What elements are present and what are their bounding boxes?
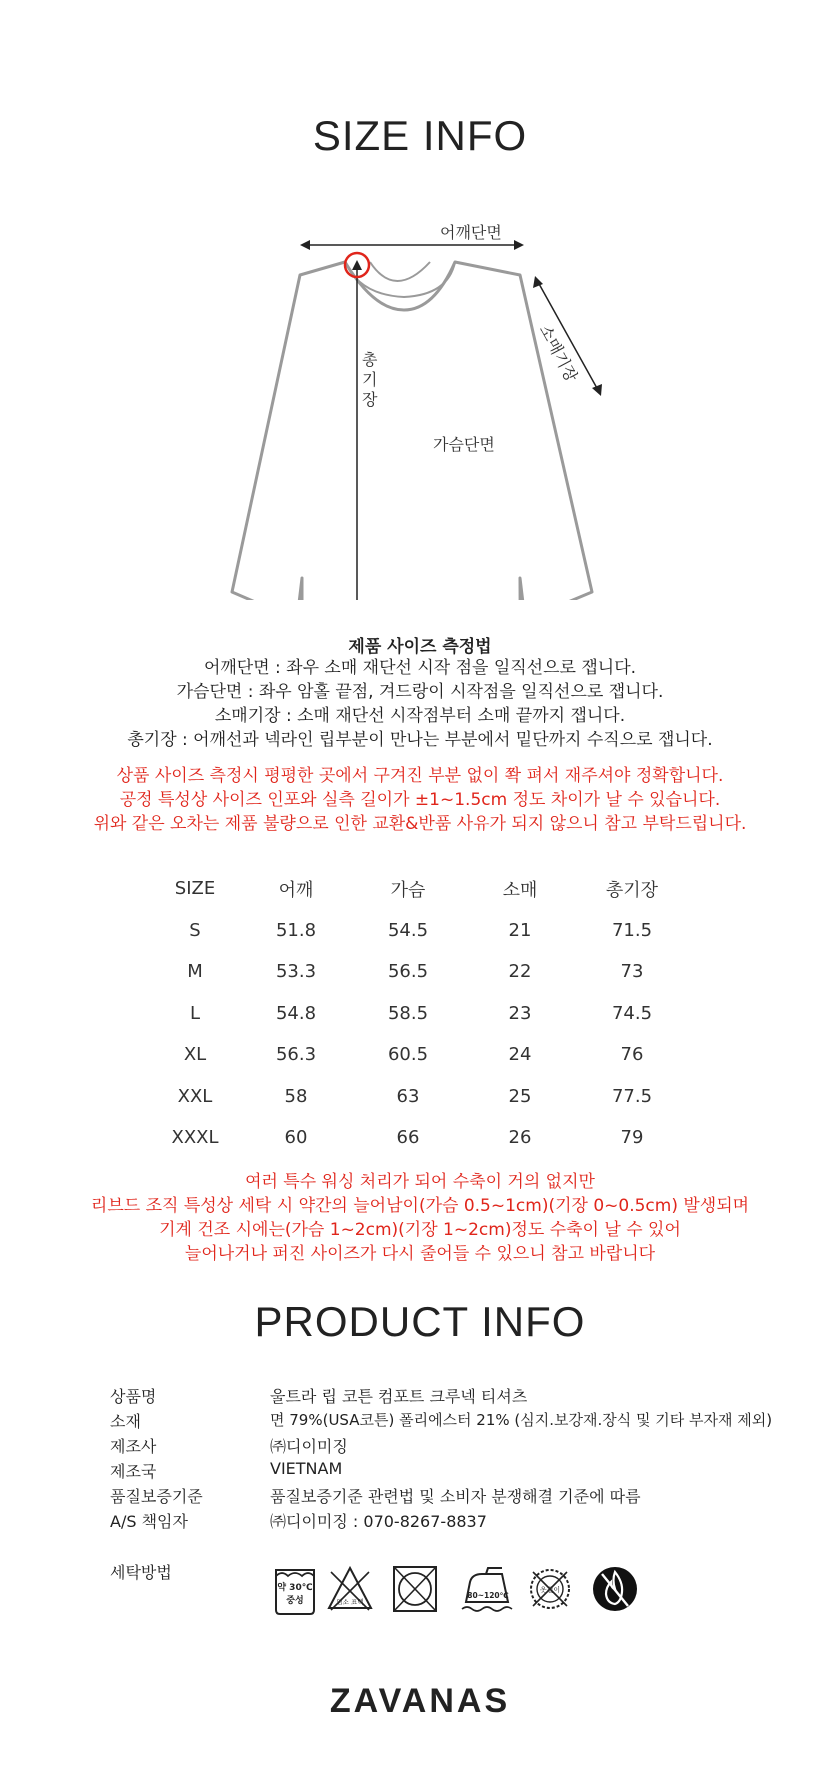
notice-line: 위와 같은 오차는 제품 불량으로 인한 교환&반품 사유가 되지 않으니 참고 부탁드립니다. <box>93 814 747 834</box>
table-row <box>150 1076 688 1118</box>
cell-total: 71.5 <box>611 919 653 941</box>
table-row <box>150 993 688 1035</box>
product-key: 제조국 <box>110 1462 157 1481</box>
table-row <box>150 1034 688 1076</box>
product-value: 울트라 립 코튼 컴포트 크루넥 티셔츠 <box>270 1387 528 1406</box>
sleeve-label: 소매기장 <box>535 321 582 385</box>
cell-shoulder: 56.3 <box>275 1044 317 1066</box>
size-info-title: SIZE INFO <box>312 112 528 159</box>
cell-chest: 66 <box>396 1127 420 1149</box>
notice-line: 상품 사이즈 측정시 평평한 곳에서 구겨진 부분 없이 쫙 펴서 재주셔야 정확합니다. <box>116 766 724 786</box>
product-value: ㈜디이미징 : 070-8267-8837 <box>270 1512 487 1531</box>
table-row <box>150 1117 688 1159</box>
cell-size: M <box>187 961 203 983</box>
table-row <box>150 910 688 952</box>
shrink-line: 리브드 조직 특성상 세탁 시 약간의 늘어남이(가슴 0.5~1cm)(기장 0~0.5cm) 발생되며 <box>90 1196 750 1216</box>
no-tumble-dry-icon <box>390 1562 440 1616</box>
table-row <box>150 951 688 993</box>
total-length-arrow-head-top <box>352 260 362 270</box>
product-value: VIETNAM <box>270 1459 343 1478</box>
cell-sleeve: 22 <box>508 961 532 983</box>
total-length-label: 총기장 <box>362 350 378 409</box>
method-sleeve: 소매기장 : 소매 재단선 시작점부터 소매 끝까지 잽니다. <box>214 706 626 726</box>
tshirt-outline <box>232 262 592 600</box>
cell-size: XXXL <box>171 1127 219 1149</box>
notice-line: 공정 특성상 사이즈 인포와 실측 길이가 ±1~1.5cm 정도 차이가 날 수 있습니다. <box>119 790 721 810</box>
cell-sleeve: 26 <box>508 1127 532 1149</box>
product-key: A/S 책임자 <box>110 1512 188 1531</box>
cell-shoulder: 53.3 <box>275 961 317 983</box>
product-key: 품질보증기준 <box>110 1487 203 1506</box>
header-chest: 가슴 <box>390 879 426 901</box>
shoulder-label: 어깨단면 <box>440 223 502 242</box>
product-value: 품질보증기준 관련법 및 소비자 분쟁해결 기준에 따름 <box>270 1487 641 1506</box>
cell-sleeve: 25 <box>508 1085 532 1107</box>
method-chest: 가슴단면 : 좌우 암홀 끝점, 겨드랑이 시작점을 일직선으로 잽니다. <box>176 682 664 702</box>
method-list <box>0 656 840 752</box>
cell-total: 73 <box>620 961 644 983</box>
cell-sleeve: 23 <box>508 1002 532 1024</box>
cell-total: 79 <box>620 1127 644 1149</box>
shoulder-arrow-head-right <box>514 240 524 250</box>
sleeve-arrow-head-top <box>533 276 543 288</box>
cell-shoulder: 51.8 <box>275 919 317 941</box>
no-dry-clean-icon <box>525 1562 575 1616</box>
cell-total: 76 <box>620 1044 644 1066</box>
neck-rib <box>370 262 430 281</box>
header-size: SIZE <box>174 878 216 900</box>
wash-temp-text: 약 30℃ <box>277 1583 313 1593</box>
cell-shoulder: 60 <box>284 1127 308 1149</box>
care-label: 세탁방법 <box>110 1563 172 1582</box>
cell-shoulder: 54.8 <box>275 1002 317 1024</box>
cell-sleeve: 24 <box>508 1044 532 1066</box>
cell-chest: 58.5 <box>387 1002 429 1024</box>
header-shoulder: 어깨 <box>278 879 314 901</box>
iron-temp-text: 80~120℃ <box>467 1591 509 1600</box>
cell-chest: 54.5 <box>387 919 429 941</box>
wash-30-neutral-icon <box>270 1562 320 1616</box>
bleach-text: 염소 표백 <box>336 1598 364 1606</box>
cell-chest: 56.5 <box>387 961 429 983</box>
cell-sleeve: 21 <box>508 919 532 941</box>
product-key: 제조사 <box>110 1437 157 1456</box>
cell-size: XL <box>183 1044 207 1066</box>
shrink-line: 기계 건조 시에는(가슴 1~2cm)(기장 1~2cm)정도 수축이 날 수 있어 <box>159 1220 681 1240</box>
brand-logo: ZAVANAS <box>329 1682 511 1720</box>
chest-label: 가슴단면 <box>433 435 495 454</box>
tshirt-size-diagram <box>0 200 840 600</box>
wash-neutral-text: 중성 <box>286 1596 304 1606</box>
cell-size: L <box>189 1002 201 1024</box>
product-key: 소재 <box>110 1412 141 1431</box>
cell-chest: 63 <box>396 1085 420 1107</box>
no-bleach-icon <box>325 1562 375 1616</box>
header-sleeve: 소매 <box>502 879 538 901</box>
header-total: 총기장 <box>605 879 659 901</box>
product-key: 상품명 <box>110 1387 157 1406</box>
cell-total: 77.5 <box>611 1085 653 1107</box>
shrink-line: 늘어나거나 퍼진 사이즈가 다시 줄어들 수 있으니 참고 바랍니다 <box>184 1244 656 1264</box>
product-info-title: PRODUCT INFO <box>254 1298 586 1345</box>
method-total: 총기장 : 어깨선과 넥라인 립부분이 만나는 부분에서 밑단까지 수직으로 잽니다. <box>127 730 713 750</box>
sleeve-arrow-head-bottom <box>592 384 602 396</box>
size-table <box>150 868 688 1159</box>
shrink-notice <box>0 1170 840 1266</box>
cell-shoulder: 58 <box>284 1085 308 1107</box>
size-table-header <box>150 868 688 910</box>
cell-size: XXL <box>177 1085 213 1107</box>
iron-80-120-icon <box>458 1562 518 1616</box>
cell-chest: 60.5 <box>387 1044 429 1066</box>
product-value: ㈜디이미징 <box>270 1437 348 1456</box>
cell-size: S <box>189 919 201 941</box>
method-title: 제품 사이즈 측정법 <box>348 637 492 657</box>
dry-clean-text: 옷걸이 <box>539 1586 561 1594</box>
product-value: 면 79%(USA코튼) 폴리에스터 21% (심지.보강재.장식 및 기타 부자재 제외) <box>270 1411 773 1429</box>
measure-notice <box>0 764 840 836</box>
shoulder-arrow-head-left <box>300 240 310 250</box>
cell-total: 74.5 <box>611 1002 653 1024</box>
flammable-icon <box>590 1562 640 1616</box>
method-shoulder: 어깨단면 : 좌우 소매 재단선 시작 점을 일직선으로 잽니다. <box>203 658 637 678</box>
shrink-line: 여러 특수 워싱 처리가 되어 수축이 거의 없지만 <box>245 1172 595 1192</box>
